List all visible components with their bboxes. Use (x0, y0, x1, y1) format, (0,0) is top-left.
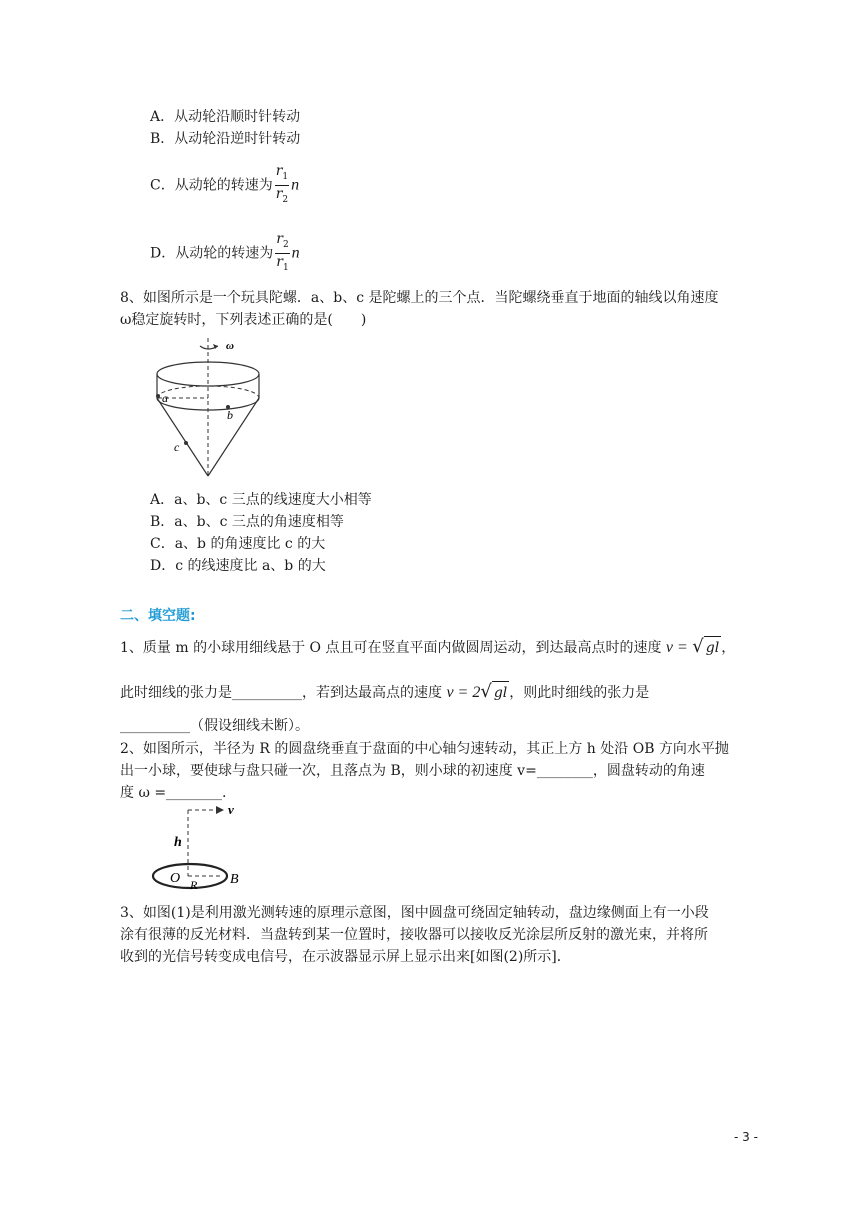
fill2-line2: 出一小球，要使球与盘只碰一次，且落点为 B，则小球的初速度 v=________，圆盘转动的角速 (120, 763, 705, 779)
q7-option-c-fraction (275, 164, 289, 207)
point-a-label: a (162, 391, 168, 405)
q7-option-b: B．从动轮沿逆时针转动 (150, 131, 301, 147)
omega-label: ω (226, 340, 234, 352)
fill1-formula1-rad: gl (704, 636, 721, 659)
disc-projectile-figure (150, 804, 250, 894)
fill1-comma: ， (721, 640, 736, 656)
q7-c-den-sub: 2 (282, 194, 289, 205)
sqrt-sign-2: √ (480, 681, 492, 702)
q7-option-c-text: C．从动轮的转速为 (150, 177, 273, 194)
q7-d-num-sub: 2 (282, 239, 289, 250)
q7-d-tail: n (291, 244, 300, 262)
q7-c-den: r (275, 185, 283, 202)
fill1-line2a: 此时细线的张力是__________，若到达最高点的速度 (120, 685, 442, 701)
fill1-line1-text: 1、质量 m 的小球用细线悬于 O 点且可在竖直平面内做圆周运动，到达最高点时的速度 (120, 640, 662, 656)
v-label: v (228, 804, 234, 817)
page-number: - 3 - (734, 1130, 758, 1144)
q7-c-tail: n (291, 176, 300, 194)
fill3-line2: 涂有很薄的反光材料．当盘转到某一位置时，接收器可以接收反光涂层所反射的激光束，并将所 (120, 927, 708, 943)
q8-option-c: C．a、b 的角速度比 c 的大 (150, 536, 326, 552)
q7-option-c (150, 164, 299, 207)
fill1-line2 (120, 681, 649, 704)
q7-option-d (150, 232, 300, 275)
R-label: R (190, 878, 198, 892)
B-label: B (230, 872, 239, 887)
q7-d-num: r (276, 231, 283, 247)
q8-option-d: D．c 的线速度比 a、b 的大 (150, 558, 326, 574)
q7-option-d-text: D．从动轮的转速为 (150, 245, 274, 262)
q7-option-a: A．从动轮沿顺时针转动 (150, 109, 301, 125)
point-b-label: b (227, 408, 233, 422)
fill1-formula1-lhs: v = (665, 639, 688, 656)
q7-c-num-sub: 1 (282, 171, 289, 182)
q8-stem-line2: ω稳定旋转时，下列表述正确的是( ) (120, 312, 367, 328)
sqrt-sign: √ (692, 636, 704, 657)
fill1-formula2-lhs: v = 2 (446, 684, 481, 701)
fill1-formula2-rad: gl (492, 681, 509, 704)
q7-c-num: r (275, 163, 283, 179)
h-label: h (174, 835, 182, 850)
q7-d-den-sub: 1 (282, 262, 289, 273)
q8-option-b: B．a、b、c 三点的角速度相等 (150, 514, 344, 530)
O-label: O (170, 871, 181, 886)
fill3-line1: 3、如图(1)是利用激光测转速的原理示意图，图中圆盘可绕固定轴转动，盘边缘侧面上有一小段 (120, 905, 709, 921)
point-c-label: c (174, 440, 180, 454)
fill2-line1: 2、如图所示，半径为 R 的圆盘绕垂直于盘面的中心轴匀速转动，其正上方 h 处沿 OB 方向水平抛 (120, 741, 729, 757)
q7-d-den: r (276, 253, 283, 270)
fill1-line3: __________（假设细线未断）。 (120, 718, 309, 734)
q7-option-d-fraction (275, 232, 289, 275)
q8-stem-line1: 8、如图所示是一个玩具陀螺．a、b、c 是陀螺上的三个点．当陀螺绕垂直于地面的轴线以角速度 (120, 290, 719, 306)
fill3-line3: 收到的光信号转变成电信号，在示波器显示屏上显示出来[如图(2)所示]． (120, 949, 571, 965)
spinning-top-figure (150, 336, 270, 481)
section-title: 二、填空题: (120, 608, 196, 624)
q8-option-a: A．a、b、c 三点的线速度大小相等 (150, 492, 372, 508)
fill2-line3: 度 ω =________. (120, 785, 227, 801)
fill1-line2b: ，则此时细线的张力是 (509, 685, 650, 701)
fill1-line1 (120, 636, 735, 659)
